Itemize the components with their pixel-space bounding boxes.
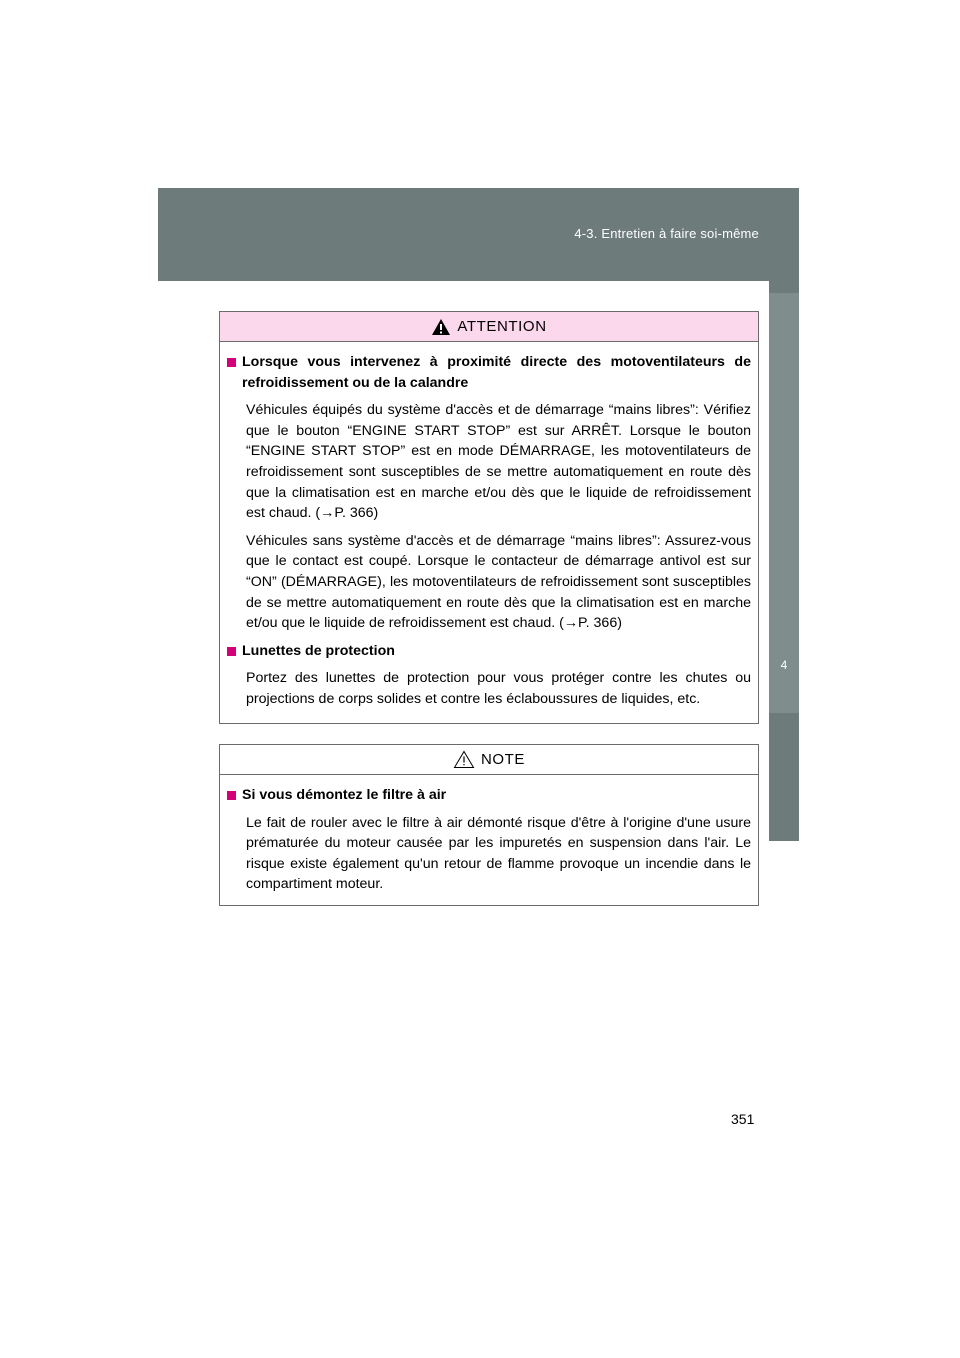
item-heading-text: Si vous démontez le filtre à air <box>242 787 447 803</box>
note-header <box>220 745 758 775</box>
warning-outline-icon <box>453 750 475 769</box>
item-heading <box>227 785 751 806</box>
square-bullet-icon <box>227 358 236 367</box>
paragraph: Portez des lunettes de protection pour vous protéger contre les chutes ou projections de corps solides et contre les éclaboussures de liquides, etc. <box>246 670 751 707</box>
item-heading <box>227 352 751 393</box>
paragraph: Véhicules sans système d'accès et de démarrage “mains libres”: Assurez-vous que le contact est coupé. Lorsque le contacteur de démarrage antivol est sur “ON” (DÉMARRAGE), les motoventilateurs de refroidissement sont susceptibles de se mettre automatiquement en route dès que la climatisation est en marche et/ou que le liquide de refroidissement est chaud. (→P. 366) <box>246 532 751 632</box>
page-number: 351 <box>731 1111 755 1127</box>
item-heading-text: Lorsque vous intervenez à proximité directe des motoventilateurs de refroidissement ou de la calandre <box>242 354 751 391</box>
paragraph: Véhicules équipés du système d'accès et de démarrage “mains libres”: Vérifiez que le bouton “ENGINE START STOP” est sur ARRÊT. Lorsque le bouton “ENGINE START STOP” est en mode DÉMARRAGE, les motoventilateurs de refroidissement sont susceptibles de se mettre automatiquement en route dès que la climatisation est en marche et/ou dès que le liquide de refroidissement est chaud. (→P. 366) <box>246 402 751 522</box>
square-bullet-icon <box>227 791 236 800</box>
item-heading-text: Lunettes de protection <box>242 642 395 659</box>
attention-body <box>220 342 758 710</box>
note-item-air-filter <box>227 785 751 895</box>
note-label: NOTE <box>480 751 526 768</box>
chapter-title: Entretien et soin <box>7 718 23 812</box>
attention-header <box>220 312 758 342</box>
paragraph: Le fait de rouler avec le filtre à air démonté risque d'être à l'origine d'une usure prématurée du moteur causée par les impuretés en suspension dans l'air. Le risque existe également qu'un retour de flamme provoque un incendie dans le compartiment moteur. <box>246 814 751 893</box>
attention-label: ATTENTION <box>457 318 547 335</box>
note-body <box>220 775 758 895</box>
chapter-side-block <box>769 293 799 713</box>
warning-filled-icon <box>431 318 451 336</box>
section-header-band <box>158 188 799 281</box>
section-title: 4-3. Entretien à faire soi-même <box>574 226 759 241</box>
attention-item-goggles <box>227 641 751 710</box>
note-box <box>219 744 759 906</box>
item-heading <box>227 641 751 662</box>
square-bullet-icon <box>227 647 236 656</box>
attention-item-cooling-fans <box>227 352 751 634</box>
attention-box <box>219 311 759 724</box>
chapter-number: 4 <box>780 658 788 672</box>
